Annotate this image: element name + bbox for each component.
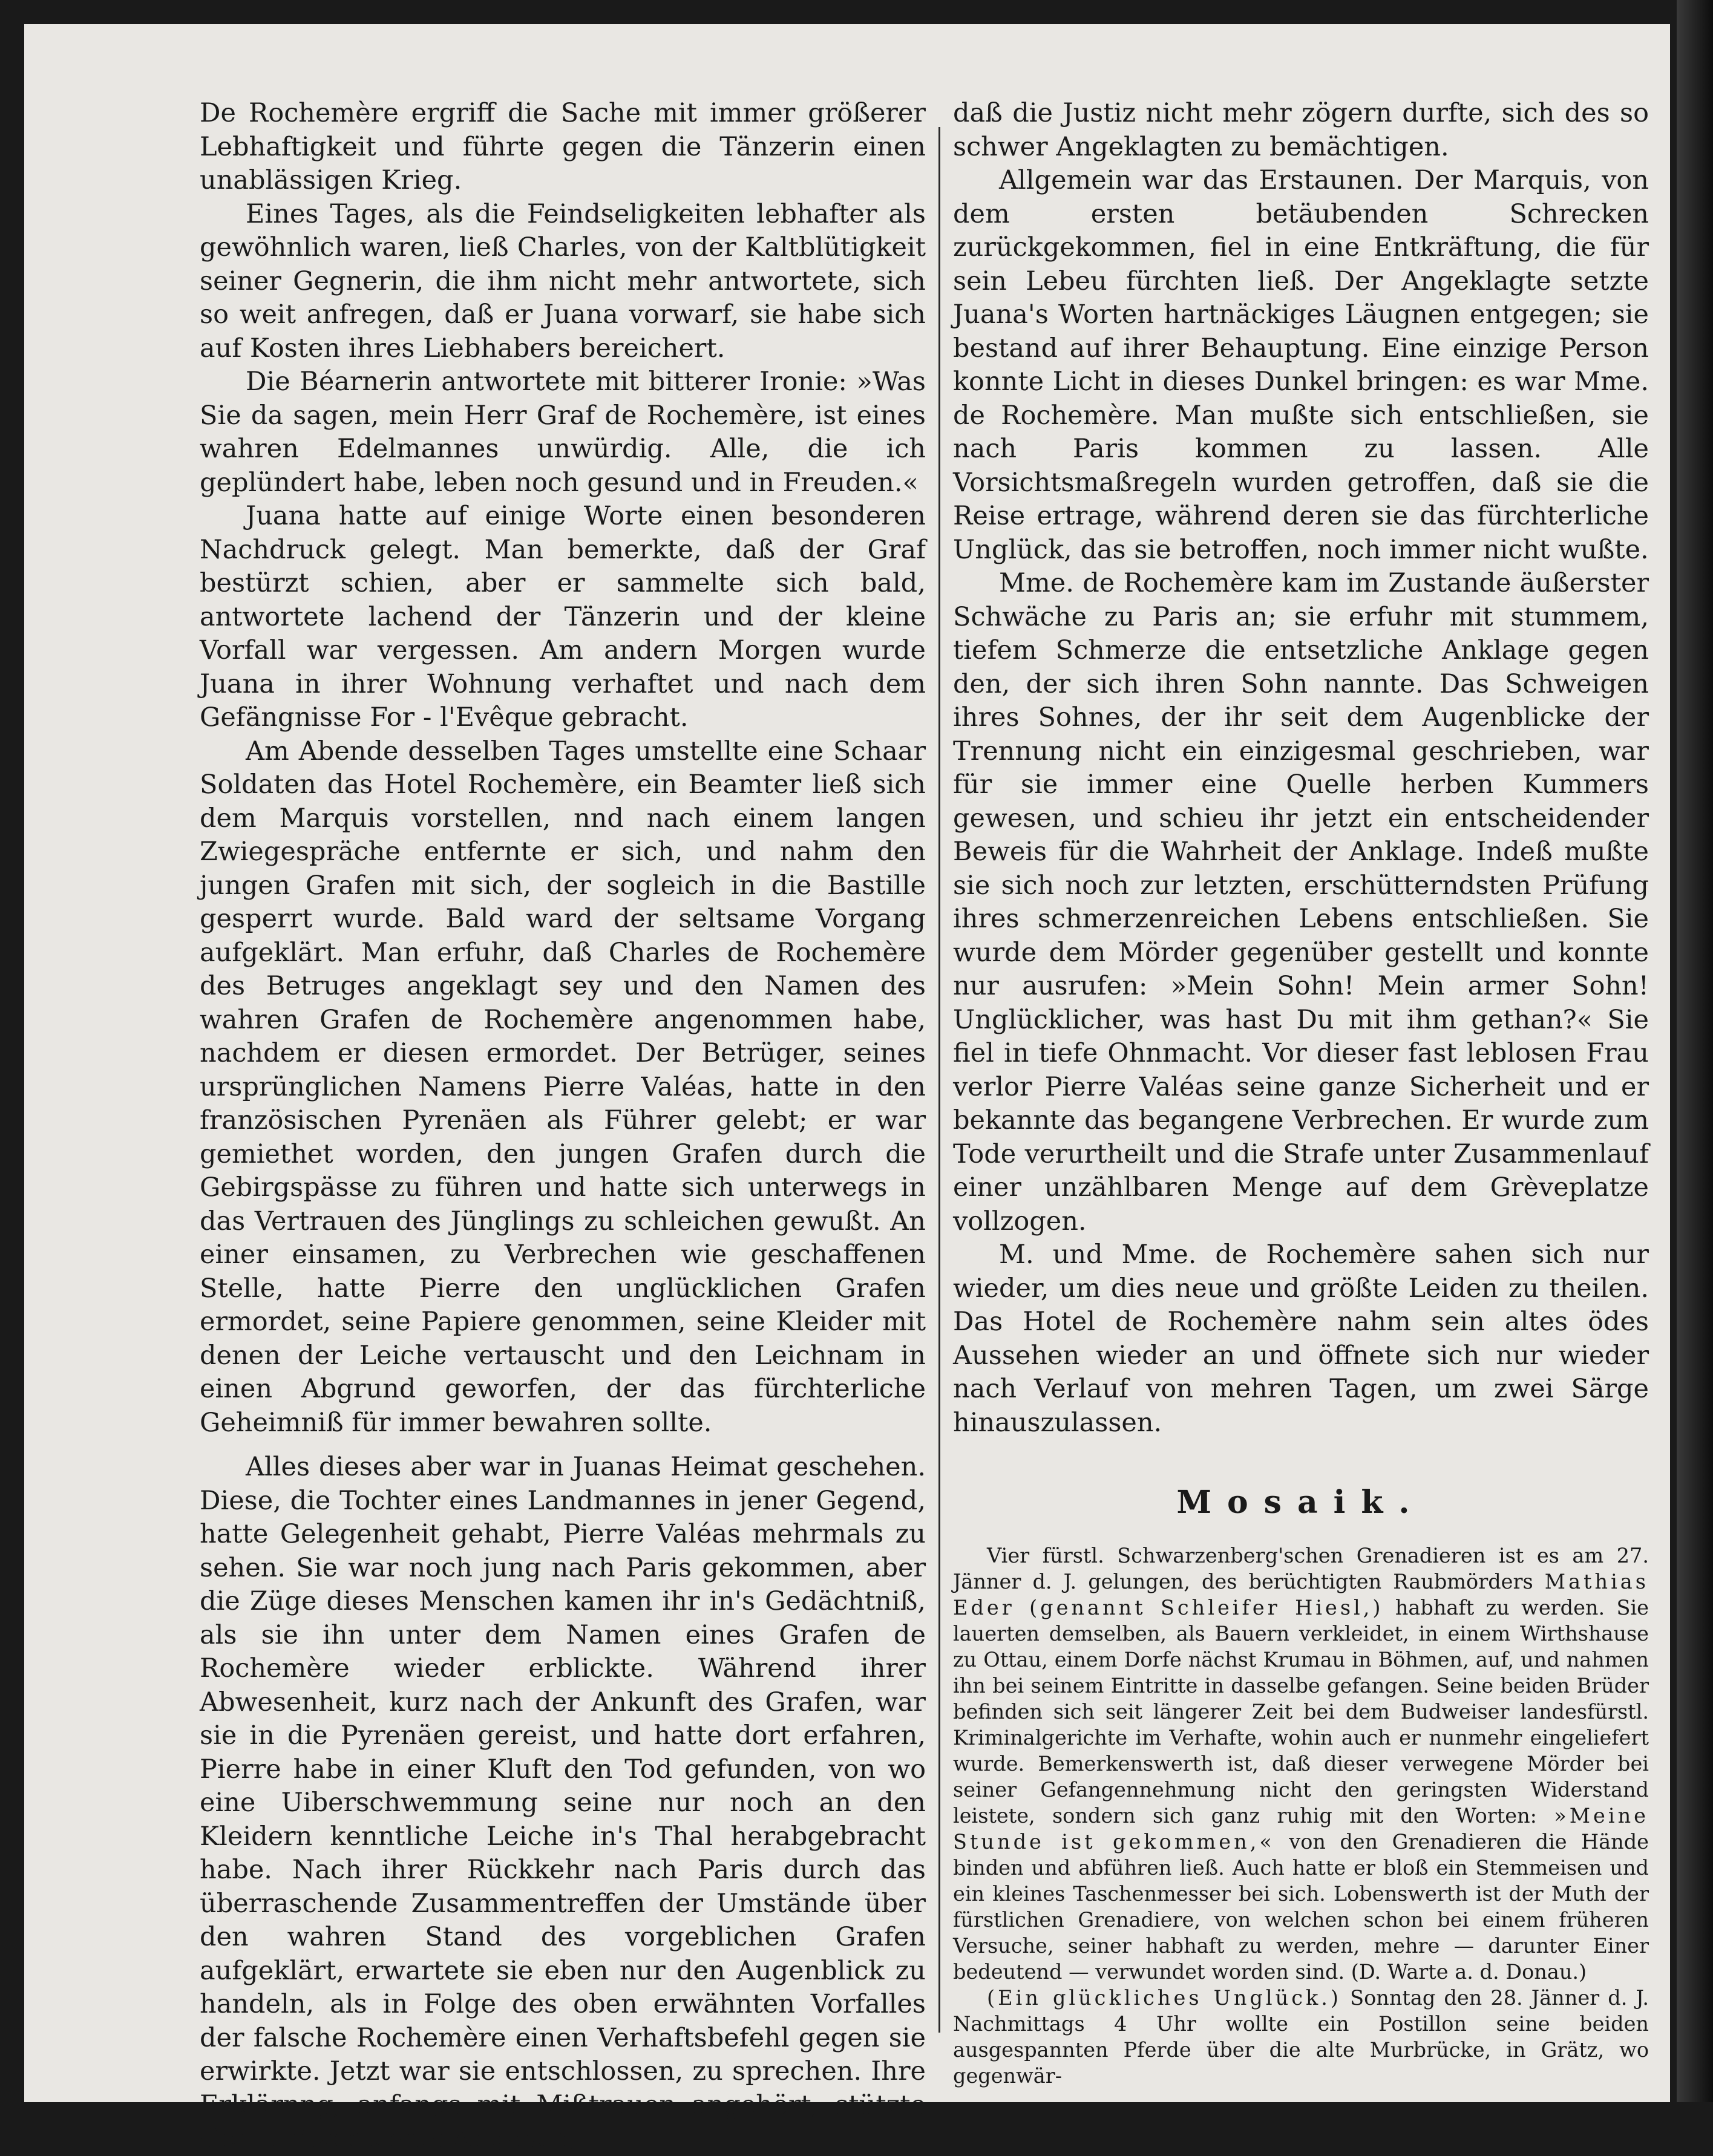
mosaik-item-text: habhaft zu werden. Sie lauerten demselben, als Bauern verkleidet, in einem Wirthshause zu Ottau, einem Dorfe nächst Krumau in Böhmen, auf, und nahmen ihn bei seinem Eintritte in dasselbe gefangen. Seine beiden Brüder befinden sich seit längerer Zeit bei dem Budweiser landesfürstl. Kriminalgerichte im Verhafte, wohin auch er nunmehr eingeliefert wurde. Bemerkenswerth ist, daß dieser verwegene Mörder bei seiner Gefangennehmung nicht den geringsten Widerstand leistete, sondern sich ganz ruhig mit den Worten: [953, 1596, 1649, 1828]
left-column [200, 97, 926, 2156]
paragraph: Juana hatte auf einige Worte einen besonderen Nachdruck gelegt. Man bemerkte, daß der Graf bestürzt schien, aber er sammelte sich bald, antwortete lachend der Tänzerin und der kleine Vorfall war vergessen. Am andern Morgen wurde Juana in ihrer Wohnung verhaftet und nach dem Gefängnisse For - l'Evêque gebracht. [200, 501, 926, 733]
paragraph: Am Abende desselben Tages umstellte eine Schaar Soldaten das Hotel Rochemère, ein Beamter ließ sich dem Marquis vorstellen, nnd nach einem langen Zwiegespräche entfernte er sich, und nahm den jungen Grafen mit sich, der sogleich in die Bastille gesperrt wurde. Bald ward der seltsame Vorgang aufgeklärt. Man erfuhr, daß Charles de Rochemère des Betruges angeklagt sey und den Namen des wahren Grafen de Rochemère angenommen habe, nachdem er diesen ermordet. Der Betrüger, seines ursprünglichen Namens Pierre Valéas, hatte in den französischen Pyrenäen als Führer gelebt; er war gemiethet worden, den jungen Grafen durch die Gebirgspässe zu führen und hatte sich unterwegs in das Vertrauen des Jünglings zu schleichen gewußt. An einer einsamen, zu Verbrechen wie geschaffenen Stelle, hatte Pierre den unglücklichen Grafen ermordet, seine Papiere genommen, seine Kleider mit denen der Leiche vertauscht und den Leichnam in einen Abgrund geworfen, der das fürchterliche Geheimniß für immer bewahren sollte. [200, 736, 926, 1438]
paragraph: Die Béarnerin antwortete mit bitterer Ironie: »Was Sie da sagen, mein Herr Graf de Rochemère, ist eines wahren Edelmannes unwürdig. Alle, die ich geplündert habe, leben noch gesund und in Freuden.« [200, 367, 926, 498]
mosaik-section [953, 1543, 1649, 2089]
column-divider [938, 127, 940, 2033]
paragraph: daß die Justiz nicht mehr zögern durfte, sich des so schwer Angeklagten zu bemächtigen. [953, 98, 1649, 162]
page-edge-shadow [1677, 0, 1713, 2102]
paragraph: M. und Mme. de Rochemère sahen sich nur wieder, um dies neue und größte Leiden zu theilen. Das Hotel de Rochemère nahm sein altes ödes Aussehen wieder an und öffnete sich nur wieder nach Verlauf von mehren Tagen, um zwei Särge hinauszulassen. [953, 1240, 1649, 1438]
mosaik-item [953, 1543, 1649, 1985]
mosaik-item-tail: von den Grenadieren die Hände binden und abführen ließ. Auch hatte er bloß ein Stemmeisen und ein kleines Taschenmesser bei sich. Lobenswerth ist der Muth der fürstlichen Grenadiere, von welchen schon bei einem früheren Versuche, seiner habhaft zu werden, mehre — darunter Einer bedeutend — verwundet worden sind. (D. Warte a. d. Donau.) [953, 1830, 1649, 1984]
paragraph: De Rochemère ergriff die Sache mit immer größerer Lebhaftigkeit und führte gegen die Tänzerin einen unablässigen Krieg. [200, 98, 926, 195]
mosaik-item [953, 1985, 1649, 2089]
right-column [953, 97, 1649, 2089]
paragraph: Eines Tages, als die Feindseligkeiten lebhafter als gewöhnlich waren, ließ Charles, von der Kaltblütigkeit seiner Gegnerin, die ihm nicht mehr antwortete, sich so weit anfregen, daß er Juana vorwarf, sie habe sich auf Kosten ihres Liebhabers bereichert. [200, 198, 926, 364]
paragraph: Alles dieses aber war in Juanas Heimat geschehen. Diese, die Tochter eines Landmannes in jener Gegend, hatte Gelegenheit gehabt, Pierre Valéas mehrmals zu sehen. Sie war noch jung nach Paris gekommen, aber die Züge dieses Menschen kamen ihr in's Gedächtniß, als sie ihn unter dem Namen eines Grafen de Rochemère wieder erblickte. Während ihrer Abwesenheit, kurz nach der Ankunft des Grafen, war sie in die Pyrenäen gereist, und hatte dort erfahren, Pierre habe in einer Kluft den Tod gefunden, von wo eine Uiberschwemmung seine nur noch an den Kleidern kenntliche Leiche in's Thal herabgebracht habe. Nach ihrer Rückkehr nach Paris durch das überraschende Zusammentreffen der Umstände über den wahren Stand des vorgeblichen Grafen aufgeklärt, erwartete sie eben nur den Augenblick zu handeln, als in Folge des oben erwähnten Vorfalles der falsche Rochemère einen Verhaftsbefehl gegen sie erwirkte. Jetzt war sie entschlossen, zu sprechen. Ihre Erklärnng, anfangs mit Mißtrauen angehört, stützte sich auf so genaue Angaben, [200, 1452, 926, 2154]
mosaik-item-text: Sonntag den 28. Jänner d. J. Nachmittags 4 Uhr wollte ein Postillon seine beiden ausgespannten Pferde über die alte Murbrücke, in Grätz, wo gegenwär- [953, 1986, 1649, 2088]
paragraph: Allgemein war das Erstaunen. Der Marquis, von dem ersten betäubenden Schrecken zurückgekommen, fiel in eine Entkräftung, die für sein Lebeu fürchten ließ. Der Angeklagte setzte Juana's Worten hartnäckiges Läugnen entgegen; sie bestand auf ihrer Behauptung. Eine einzige Person konnte Licht in dieses Dunkel bringen: es war Mme. de Rochemère. Man mußte sich entschließen, sie nach Paris kommen zu lassen. Alle Vorsichtsmaßregeln wurden getroffen, daß sie die Reise ertrage, während deren sie das fürchterliche Unglück, das sie betroffen, noch immer nicht wußte. [953, 165, 1649, 565]
mosaik-item-lead: Vier fürstl. Schwarzenberg'schen Grenadieren ist es am 27. Jänner d. J. gelungen, des berüchtigten Raubmörders [953, 1544, 1649, 1593]
paragraph: Mme. de Rochemère kam im Zustande äußerster Schwäche zu Paris an; sie erfuhr mit stummem, tiefem Schmerze die entsetzliche Anklage gegen den, der sich ihren Sohn nannte. Das Schweigen ihres Sohnes, der ihr seit dem Augenblicke der Trennung nicht ein einzigesmal geschrieben, war für sie immer eine Quelle herben Kummers gewesen, und schieu ihr jetzt ein entscheidender Beweis für die Wahrheit der Anklage. Indeß mußte sie sich noch zur letzten, erschütterndsten Prüfung ihres schmerzenreichen Lebens entschließen. Sie wurde dem Mörder gegenüber gestellt und konnte nur ausrufen: »Mein Sohn! Mein armer Sohn! Unglücklicher, was hast Du mit ihm gethan?« Sie fiel in tiefe Ohnmacht. Vor dieser fast leblosen Frau verlor Pierre Valéas seine ganze Sicherheit und er bekannte das begangene Verbrechen. Er wurde zum Tode verurtheilt und die Strafe unter Zusammenlauf einer unzählbaren Menge auf dem Grèveplatze vollzogen. [953, 568, 1649, 1236]
newspaper-page [24, 24, 1670, 2154]
mosaik-item-quote: »Meine Stunde ist gekommen,« [953, 1804, 1649, 1854]
mosaik-item-title: (Ein glückliches Unglück.) [987, 1986, 1341, 2010]
mosaik-item-name: Mathias Eder (genannt Schleifer Hiesl,) [953, 1570, 1649, 1619]
section-heading-mosaik: Mosaik. [1176, 1484, 1426, 1521]
